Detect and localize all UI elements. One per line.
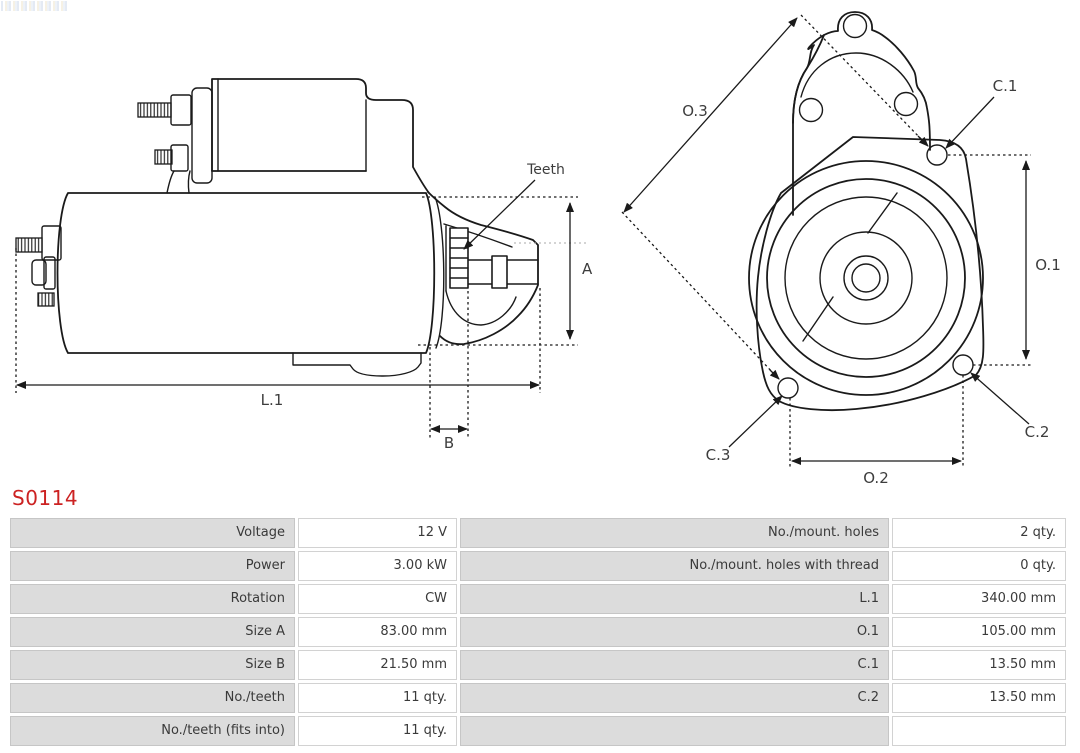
terminal-studs [138, 95, 191, 171]
spec-value [892, 716, 1066, 746]
spec-label: No./teeth (fits into) [10, 716, 295, 746]
drive-flange-band [435, 197, 444, 348]
spec-label: L.1 [460, 584, 889, 614]
spec-value: 13.50 mm [892, 683, 1066, 713]
cam-slot-lines [803, 193, 897, 341]
dim-label-o3: O.3 [682, 102, 708, 120]
side-view-drawing [16, 79, 538, 376]
part-number: S0114 [12, 486, 79, 510]
spec-label: C.1 [460, 650, 889, 680]
spec-value: 340.00 mm [892, 584, 1066, 614]
spec-value: 3.00 kW [298, 551, 457, 581]
front-view-dimensions [622, 15, 1061, 487]
spec-value: 21.50 mm [298, 650, 457, 680]
spec-value: 11 qty. [298, 716, 457, 746]
spec-label: Rotation [10, 584, 295, 614]
solenoid-end-cap [192, 88, 212, 183]
dim-label-l1: L.1 [260, 391, 284, 409]
drive-end-housing [428, 192, 538, 344]
spec-label: C.2 [460, 683, 889, 713]
spec-label: O.1 [460, 617, 889, 647]
motor-body [58, 193, 435, 353]
dim-label-o1: O.1 [1035, 256, 1061, 274]
teeth-leader-arrow [464, 180, 535, 249]
housing-circles [749, 161, 983, 395]
front-view-drawing [749, 12, 983, 410]
dim-label-c3: C.3 [705, 446, 731, 464]
spec-label: No./teeth [10, 683, 295, 713]
hole-c2 [953, 355, 973, 375]
solenoid [167, 79, 429, 193]
mounting-flange [757, 137, 984, 410]
dim-label-c1: C.1 [992, 77, 1018, 95]
bottom-bracket [293, 353, 421, 376]
spec-value: 13.50 mm [892, 650, 1066, 680]
bell-right-hole [895, 93, 918, 116]
side-view-dimensions [16, 162, 593, 452]
spec-value: 0 qty. [892, 551, 1066, 581]
spec-value: 105.00 mm [892, 617, 1066, 647]
dim-label-c2: C.2 [1024, 423, 1050, 441]
bell-top-hole [844, 15, 867, 38]
bell-left-hole [800, 99, 823, 122]
dim-label-o2: O.2 [863, 469, 889, 487]
bell-inner-arc [801, 53, 913, 97]
spec-label: No./mount. holes with thread [460, 551, 889, 581]
spec-value: 83.00 mm [298, 617, 457, 647]
hole-c1 [927, 145, 947, 165]
pinion-gear [450, 228, 468, 288]
spec-value: 2 qty. [892, 518, 1066, 548]
spec-value: 11 qty. [298, 683, 457, 713]
spec-value: CW [298, 584, 457, 614]
spec-label: Size B [10, 650, 295, 680]
spec-label: Size A [10, 617, 295, 647]
shaft-collar [492, 256, 507, 288]
teeth-label: Teeth [527, 162, 565, 178]
spec-table [10, 518, 1066, 746]
dim-label-a: A [582, 260, 593, 278]
spec-label: No./mount. holes [460, 518, 889, 548]
bell-housing-outline [793, 12, 930, 215]
spec-label [460, 716, 889, 746]
rear-terminals [16, 226, 61, 306]
spec-label: Voltage [10, 518, 295, 548]
spec-label: Power [10, 551, 295, 581]
spec-value: 12 V [298, 518, 457, 548]
dim-label-b: B [443, 434, 455, 452]
hole-c3 [778, 378, 798, 398]
